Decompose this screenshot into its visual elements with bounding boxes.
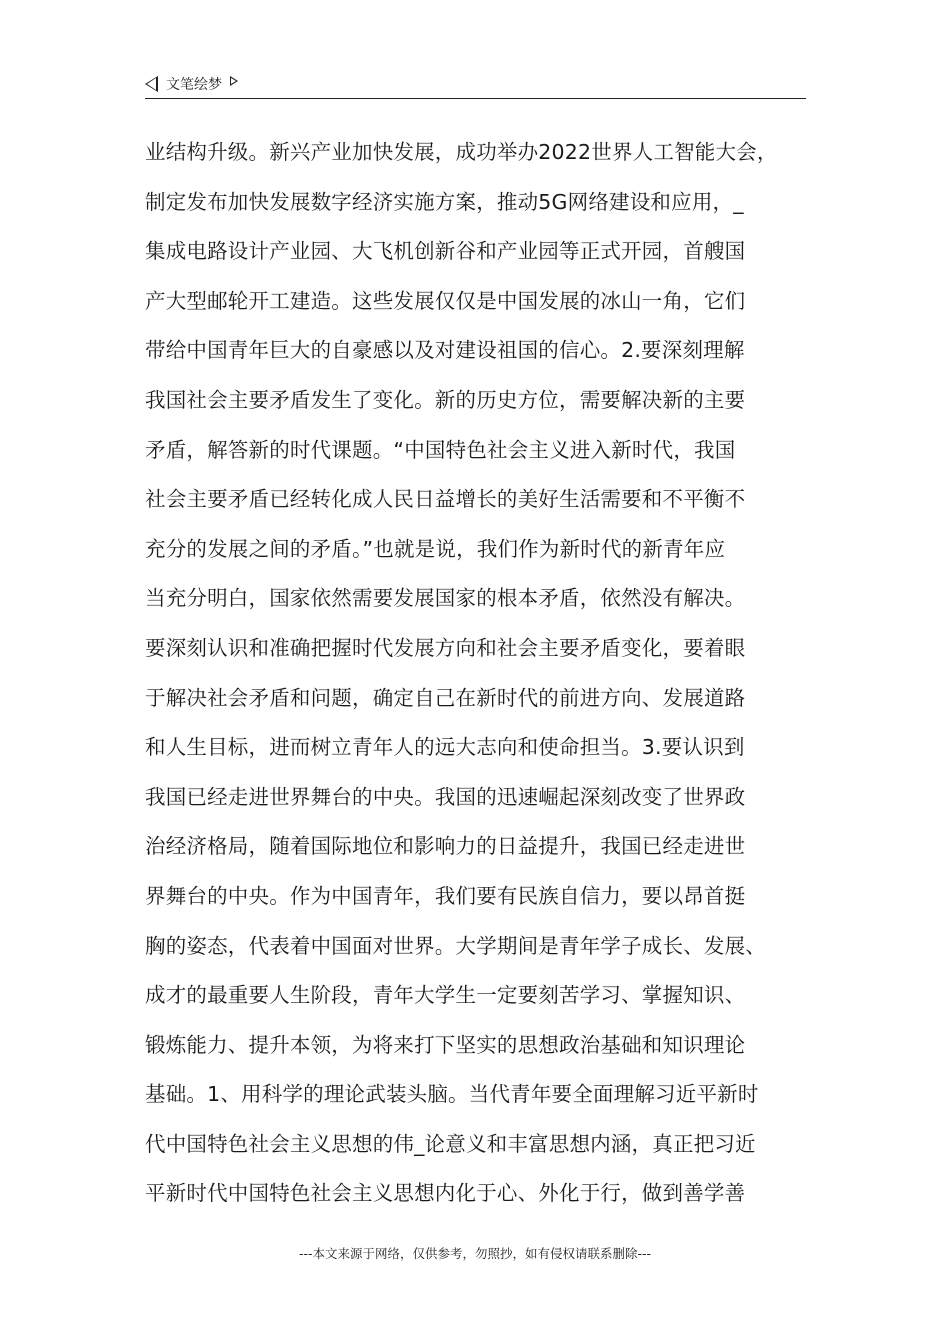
page-header bbox=[145, 72, 806, 99]
body-line: 要深刻认识和准确把握时代发展方向和社会主要矛盾变化，要着眼 bbox=[145, 635, 746, 660]
document-body bbox=[145, 128, 815, 1219]
body-line: 胸的姿态，代表着中国面对世界。大学期间是青年学子成长、发展、 bbox=[145, 933, 766, 958]
body-line: 我国已经走进世界舞台的中央。我国的迅速崛起深刻改变了世界政 bbox=[145, 784, 746, 809]
body-line: 我国社会主要矛盾发生了变化。新的历史方位，需要解决新的主要 bbox=[145, 387, 746, 412]
body-line: 集成电路设计产业园、大飞机创新谷和产业园等正式开园，首艘国 bbox=[145, 239, 746, 264]
body-line: 代中国特色社会主义思想的伟_论意义和丰富思想内涵，真正把习近 bbox=[145, 1131, 756, 1156]
brand bbox=[145, 74, 238, 94]
left-triangle-icon bbox=[145, 76, 158, 92]
body-line: 于解决社会矛盾和问题，确定自己在新时代的前进方向、发展道路 bbox=[145, 685, 746, 710]
body-line: 治经济格局，随着国际地位和影响力的日益提升，我国已经走进世 bbox=[145, 834, 746, 859]
body-line: 矛盾，解答新的时代课题。“中国特色社会主义进入新时代，我国 bbox=[145, 437, 736, 462]
body-line: 界舞台的中央。作为中国青年，我们要有民族自信力，要以昂首挺 bbox=[145, 883, 746, 908]
body-line: 锻炼能力、提升本领，为将来打下坚实的思想政治基础和知识理论 bbox=[145, 1032, 746, 1057]
right-triangle-icon bbox=[230, 76, 238, 86]
body-line: 带给中国青年巨大的自豪感以及对建设祖国的信心。2.要深刻理解 bbox=[145, 338, 745, 363]
body-line: 产大型邮轮开工建造。这些发展仅仅是中国发展的冰山一角，它们 bbox=[145, 288, 746, 313]
body-line: 平新时代中国特色社会主义思想内化于心、外化于行，做到善学善 bbox=[145, 1181, 746, 1206]
body-line: 成才的最重要人生阶段，青年大学生一定要刻苦学习、掌握知识、 bbox=[145, 983, 746, 1008]
body-line: 充分的发展之间的矛盾。”也就是说，我们作为新时代的新青年应 bbox=[145, 536, 726, 561]
brand-text: 文笔绘梦 bbox=[166, 77, 222, 93]
body-line: 社会主要矛盾已经转化成人民日益增长的美好生活需要和不平衡不 bbox=[145, 487, 746, 512]
body-line: 和人生目标，进而树立青年人的远大志向和使命担当。3.要认识到 bbox=[145, 735, 745, 760]
page-footer: ---本文来源于网络，仅供参考，勿照抄，如有侵权请联系删除--- bbox=[298, 1246, 652, 1261]
body-line: 业结构升级。新兴产业加快发展，成功举办2022世界人工智能大会， bbox=[145, 140, 778, 164]
body-line: 基础。1、用科学的理论武装头脑。当代青年要全面理解习近平新时 bbox=[145, 1082, 759, 1107]
body-line: 当充分明白，国家依然需要发展国家的根本矛盾，依然没有解决。 bbox=[145, 586, 746, 611]
body-line: 制定发布加快发展数字经济实施方案，推动5G网络建设和应用，_ bbox=[145, 189, 744, 214]
